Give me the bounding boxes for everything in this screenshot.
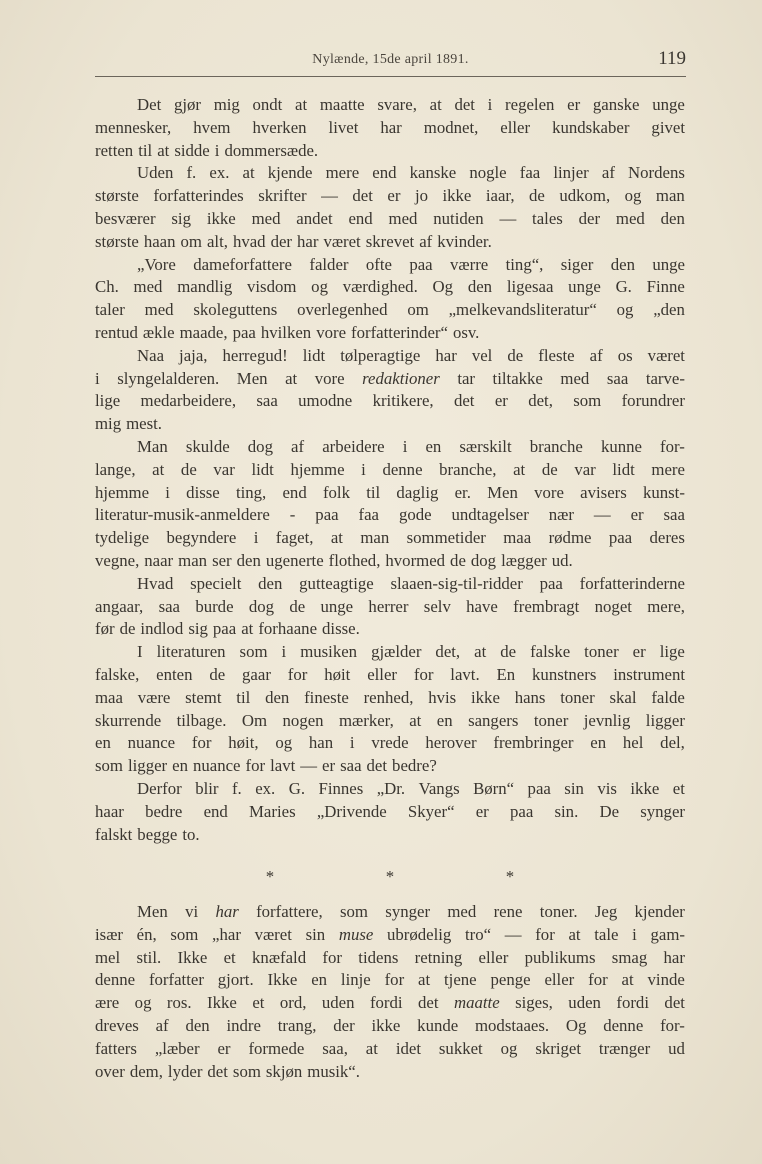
text-line: før de indlod sig paa at forhaane disse. [95,619,360,639]
text-line: retten til at sidde i dommersæde. [95,140,319,160]
text-line: dreves af den indre trang, der ikke kunde modstaaes. Og denne for- [95,1016,685,1036]
text-line: vegne, naar man ser den ugenerte flothed, hvormed de dog lægger ud. [95,550,573,570]
text-line: falske, enten de gaar for høit eller for lavt. En kunstners instrument [95,664,685,684]
text-line: haar bedre end Maries „Drivende Skyer“ er paa sin. De synger [95,801,685,821]
text-line: største haan om alt, hvad der har været skrevet af kvinder. [95,231,492,251]
text-line: Naa jaja, herregud! lidt tølperagtige har vel de fleste af os været [137,345,685,365]
text-line: i slyngelalderen. Men at vore redaktioner tar tiltakke med saa tarve- [95,368,685,388]
text-line: over dem, lyder det som skjøn musik“. [95,1061,360,1081]
text-line: hjemme i disse ting, end folk til daglig er. Men vore avisers kunst- [95,482,685,502]
text-line: „Vore dameforfattere falder ofte paa værre ting“, siger den unge [137,254,685,274]
text-line: en nuance for høit, og han i vrede herover frembringer en hel del, [95,733,685,753]
page-number: 119 [658,48,686,69]
text-line: Uden f. ex. at kjende mere end kanske nogle faa linjer af Nordens [137,163,685,183]
text-line: mig mest. [95,414,162,434]
text-line: denne forfatter gjort. Ikke en linje for at tjene penge eller for at vinde [95,970,685,990]
text-line: besværer sig ikke med andet end med nutiden — tales der med den [95,208,685,228]
text-line: ære og ros. Ikke et ord, uden fordi det maatte siges, uden fordi det [95,993,685,1013]
text-line: I literaturen som i musiken gjælder det, at de falske toner er lige [137,642,685,662]
article-body [95,94,685,1083]
text-line: rentud ækle maade, paa hvilken vore forfatterinder“ osv. [95,322,480,342]
section-divider: * * * [265,867,515,887]
text-line: mel stil. Ikke et knæfald for tidens retning eller publikums smag har [95,947,685,967]
text-line: lige medarbeidere, saa umodne kritikere, det er det, som forundrer [95,391,685,411]
text-line: Men vi har forfattere, som synger med rene toner. Jeg kjender [137,902,685,922]
text-line: Hvad specielt den gutteagtige slaaen-sig-til-ridder paa forfatterinderne [137,573,685,593]
text-line: falskt begge to. [95,824,200,844]
text-line: Man skulde dog af arbeidere i en særskilt branche kunne for- [137,436,685,456]
text-line: literatur-musik-anmeldere - paa faa gode undtagelser nær — er saa [95,505,685,525]
running-title: Nylænde, 15de april 1891. [312,52,469,67]
text-line: tydelige begyndere i faget, at man sommetider maa rødme paa deres [95,528,685,548]
page-header [95,48,686,77]
text-line: fatters „læber er formede saa, at idet sukket og skriget trænger ud [95,1038,685,1058]
text-line: angaar, saa burde dog de unge herrer selv have frembragt noget mere, [95,596,685,616]
text-line: især én, som „har været sin muse ubrødelig tro“ — for at tale i gam- [95,924,685,944]
text-line: taler med skoleguttens overlegenhed om „melkevandsliteratur“ og „den [95,300,685,320]
text-line: som ligger en nuance for lavt — er saa det bedre? [95,756,437,776]
text-line: skurrende tilbage. Om nogen mærker, at en sangers toner jevnlig ligger [95,710,685,730]
text-line: Det gjør mig ondt at maatte svare, at det i regelen er ganske unge [137,95,685,114]
text-line: Ch. med mandlig visdom og værdighed. Og den ligesaa unge G. Finne [95,277,685,297]
text-line: mennesker, hvem hverken livet har modnet, eller kundskaber givet [95,117,685,137]
text-line: Derfor blir f. ex. G. Finnes „Dr. Vangs Børn“ paa sin vis ikke et [137,778,685,798]
text-line: største forfatterindes skrifter — det er jo ikke iaar, de udkom, og man [95,186,685,206]
text-line: maa være stemt til den fineste renhed, hvis ikke hans toner skal falde [95,687,685,707]
text-line: lange, at de var lidt hjemme i denne branche, at de var lidt mere [95,459,685,479]
